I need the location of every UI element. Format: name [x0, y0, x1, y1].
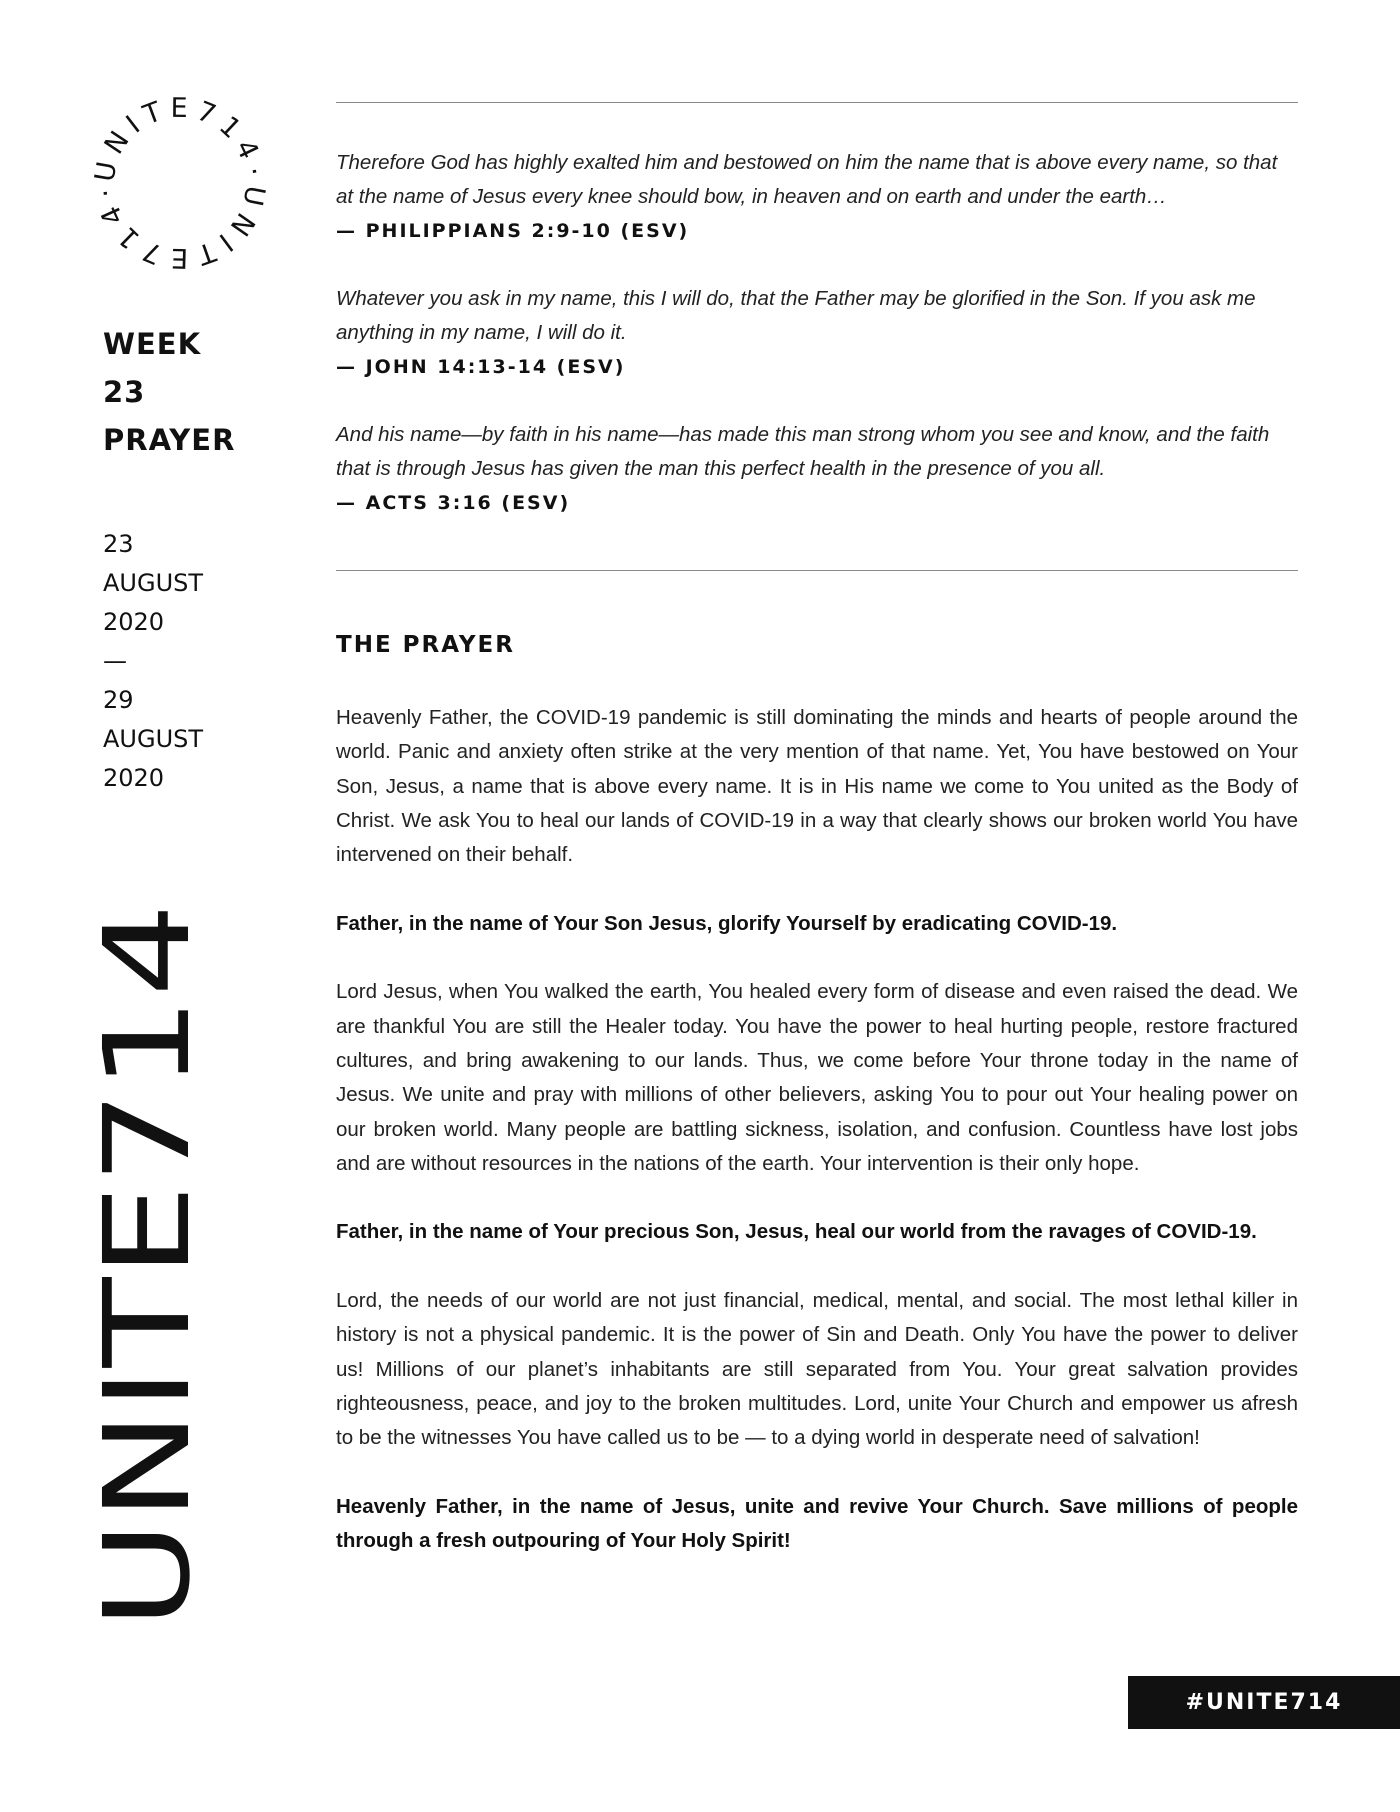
prayer-paragraph: Lord Jesus, when You walked the earth, You healed every form of disease and even raised the dead. We are thankful You are still the Healer today. You have the power to heal hurting people, restore fractured cultures, and bring awakening to our lands. Thus, we come before Your throne today in the name of Jesus. We unite and pray with millions of other believers, asking You to pour out Your healing power on our broken world. Many people are battling sickness, isolation, and confusion. Countless have lost jobs and are without resources in the nations of the earth. Your intervention is their only hope.	[336, 980, 1298, 1175]
prayer-declaration: Heavenly Father, in the name of Jesus, unite and revive Your Church. Save millions of people through a fresh outpouring of Your Holy Spirit!	[336, 1494, 1298, 1553]
week-title-line: 23	[103, 375, 146, 409]
verse-block	[336, 282, 1298, 384]
prayer-paragraph: Lord, the needs of our world are not just financial, medical, mental, and social. The most lethal killer in history is not a physical pandemic. It is the power of Sin and Death. Only You have the power to deliver us! Millions of our planet’s inhabitants are still separated from You. Your great salvation provides righteousness, peace, and joy to the broken multitudes. Lord, unite Your Church and empower us afresh to be the witnesses You have called us to be — to a dying world in desperate need of salvation!	[336, 1289, 1298, 1450]
verse-text: And his name—by faith in his name—has made this man strong whom you see and know, and the faith that is through Jesus has given the man this perfect health in the presence of you all.	[336, 423, 1270, 480]
prayer-heading: THE PRAYER	[336, 632, 515, 658]
vertical-wordmark	[78, 900, 216, 1632]
logo-ring-text: UNITE714·UNITE714·	[92, 95, 268, 271]
verse-block	[336, 418, 1298, 520]
middle-divider	[336, 570, 1298, 571]
verse-reference: — JOHN 14:13-14 (ESV)	[336, 356, 626, 378]
scripture-verses	[336, 146, 1298, 554]
prayer-paragraph: Heavenly Father, the COVID-19 pandemic is still dominating the minds and hearts of people around the world. Panic and anxiety often strike at the very mention of that name. Yet, You have bestowed on Your Son, Jesus, a name that is above every name. It is in His name we come to You united as the Body of Christ. We ask You to heal our lands of COVID-19 in a way that clearly shows our broken world You have intervened on their behalf.	[336, 706, 1298, 867]
date-line: 29	[103, 686, 134, 714]
date-line: —	[103, 647, 127, 675]
date-line: AUGUST	[103, 569, 204, 597]
week-title	[103, 320, 235, 464]
date-line: AUGUST	[103, 725, 204, 753]
date-range	[103, 525, 203, 798]
week-title-line: PRAYER	[103, 423, 236, 457]
vertical-wordmark-text: UNITE714	[78, 1047, 216, 1629]
verse-text: Whatever you ask in my name, this I will do, that the Father may be glorified in the Son. If you ask me anything in my name, I will do it.	[336, 287, 1256, 344]
date-line: 23	[103, 530, 134, 558]
hashtag-badge: #UNITE714	[1128, 1676, 1400, 1729]
date-line: 2020	[103, 764, 165, 792]
top-divider	[336, 102, 1298, 103]
date-line: 2020	[103, 608, 165, 636]
circular-logo	[92, 95, 268, 271]
verse-block	[336, 146, 1298, 248]
verse-text: Therefore God has highly exalted him and bestowed on him the name that is above every name, so that at the name of Jesus every knee should bow, in heaven and on earth and under the earth…	[336, 151, 1278, 208]
prayer-declaration: Father, in the name of Your precious Son, Jesus, heal our world from the ravages of COVID-19.	[336, 1220, 1257, 1244]
verse-reference: — PHILIPPIANS 2:9-10 (ESV)	[336, 220, 690, 242]
prayer-declaration: Father, in the name of Your Son Jesus, glorify Yourself by eradicating COVID-19.	[336, 911, 1118, 935]
verse-reference: — ACTS 3:16 (ESV)	[336, 492, 571, 514]
prayer-body	[336, 701, 1298, 1593]
week-title-line: WEEK	[103, 327, 202, 361]
